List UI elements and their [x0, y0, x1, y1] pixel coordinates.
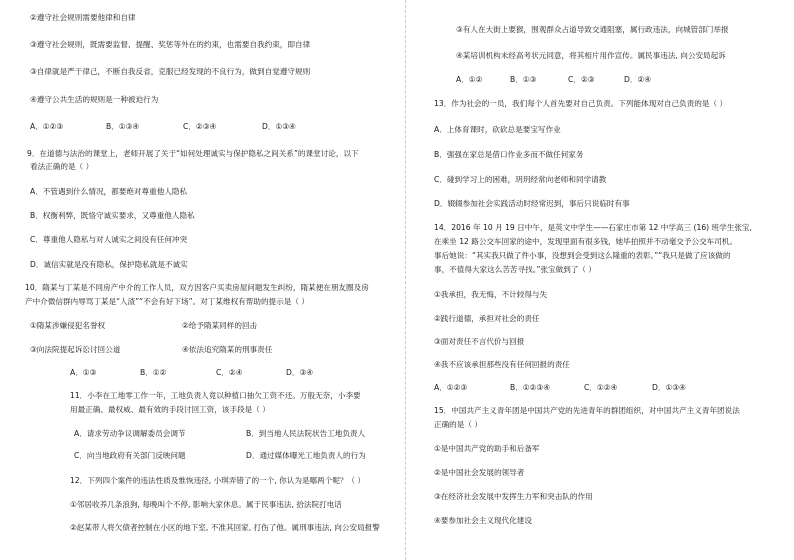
q14-item-4: ④我不应该承担那些没有任何回报的责任 [434, 360, 570, 369]
q12-item-2: ②赵某带人将欠债者控制在小区的地下室, 不准其回家, 打伤了他。属刑事违法, 向公安局报警 [70, 523, 380, 532]
q9-stem-line-1: 9．在道德与法治的课堂上，老师开展了关于“如何处理诚实与保护隐私之间关系”的课堂讨论，以下 [27, 149, 359, 158]
q11-option-d: D．通过媒体曝光工地负责人的行为 [246, 451, 366, 460]
q10-stem-line-2: 产中介微信群内辱骂丁某是“人渣”“不会有好下场”。对丁某维权有帮助的提示是（ ） [25, 297, 309, 306]
q10-choice-a: A．①③ [70, 368, 97, 377]
q14-item-2: ②践行道德，承担对社会的责任 [434, 314, 540, 323]
q13-option-d: D．辍辍参加社会实践活动时经常迟到，事后只说临时有事 [434, 199, 630, 208]
q10-item-1: ①隋某涉嫌侵犯名誉权 [30, 321, 106, 330]
q9-option-d: D．诚信实就是没有隐私，保护隐私就是不诚实 [30, 260, 188, 269]
q15-stem-line-1: 15．中国共产主义青年团是中国共产党的先进青年的群团组织，对中国共产主义青年团说法 [434, 406, 740, 415]
q12-choice-c: C．②③ [568, 75, 595, 84]
q8-choice-a: A．①②③ [30, 122, 64, 131]
q13-option-a: A．上体育课时，砍砍总是要宝写作业 [434, 125, 561, 134]
q12-item-1: ①邻居收养几条浪狗, 每晚叫个不停, 影响大家休息。属于民事违法, 拾法院打电话 [70, 500, 342, 509]
q15-stem-line-2: 正确的是（ ） [434, 420, 482, 429]
q14-choice-a: A．①②③ [434, 383, 468, 392]
q8-choice-d: D．①③④ [262, 122, 296, 131]
q12-item-3: ③有人在大街上要猴，围观群众占道导致交通阻塞，属行政违法，向城管部门举报 [456, 25, 729, 34]
q14-choice-d: D．①③④ [652, 383, 686, 392]
q13-stem: 13．作为社会的一员，我们每个人首先要对自己负责。下列能体现对自己负责的是（ ） [434, 99, 728, 108]
q12-item-4: ④某培训机构未经高考状元同意，将其相片用作宣传。属民事违法, 向公安局起诉 [456, 51, 726, 60]
q14-stem-line-2: 在乘坐 12 路公交车回家的途中，发现里面有很多钱，她毕拍照并不动毫交予公交车司机。 [434, 237, 738, 246]
q10-choice-b: B．①② [140, 368, 167, 377]
q13-option-b: B．强强在家总是借口作业多而不做任何家务 [434, 150, 584, 159]
q11-option-b: B．到当地人民法院状告工地负责人 [246, 429, 366, 438]
q8-choice-b: B．①③④ [106, 122, 140, 131]
q9-option-a: A．不管遇到什么情况，都要绝对尊重他人隐私 [30, 187, 188, 196]
q13-option-c: C．碰到学习上的困难，玥玥经常向老师和同学请教 [434, 175, 607, 184]
q10-item-3: ③向法院提起诉讼讨回公道 [30, 345, 121, 354]
q10-item-2: ②给予隋某同样的回击 [182, 321, 258, 330]
q15-item-3: ③在经济社会发展中发挥生力军和突击队的作用 [434, 492, 593, 501]
q14-item-1: ①我承担，我无悔，不计较得与失 [434, 290, 548, 299]
q14-choice-b: B．①②③④ [510, 383, 551, 392]
q11-option-a: A．请求劳动争议调解委员会调节 [74, 429, 186, 438]
q15-item-4: ④要参加社会主义现代化建设 [434, 516, 532, 525]
q15-item-1: ①是中国共产党的助手和后备军 [434, 444, 540, 453]
q8-item-4: ④遵守公共生活的规则是一种被迫行为 [30, 95, 159, 104]
q8-item-2: ③遵守社会规则，既需要监督、提醒、奖惩等外在的约束，也需要自我约束，即自律 [30, 40, 311, 49]
q10-item-4: ④依法追究隋某的刑事责任 [182, 345, 273, 354]
column-divider [405, 0, 406, 560]
q15-item-2: ②是中国社会发展的领导者 [434, 468, 525, 477]
q8-item-1: ②遵守社会规则需要他律和自律 [30, 13, 136, 22]
q14-stem-line-4: 事，不值得大家这么苦苦寻找。”张宝做到了（ ） [434, 265, 597, 274]
q12-choice-d: D．②④ [624, 75, 652, 84]
q11-option-c: C．向当地政府有关部门反映问题 [74, 451, 186, 460]
q8-choice-c: C．②③④ [183, 122, 217, 131]
q14-stem-line-1: 14．2016 年 10 月 19 日中午，是英文中学生——石家庄市第 12 中学高三 (16) 班学生张宝, [434, 223, 752, 232]
q9-stem-line-2: 看法正确的是（ ） [30, 162, 94, 171]
q10-choice-d: D．③④ [286, 368, 314, 377]
q12-stem: 12．下列四个案件的违法性质及惟恢违径, 小琪弄错了的一个, 你认为是哪两个呢？（ ） [70, 476, 366, 485]
q14-choice-c: C．①②④ [584, 383, 618, 392]
q8-item-3: ③自律就是严于律己，不断自我反省，克服已经发现的不良行为，做到自觉遵守规则 [30, 67, 311, 76]
q10-stem-line-1: 10．隋某与丁某是不同房产中介的工作人员，双方因客户买卖房屋问题发生纠纷，隋某便在朋友圈及房 [25, 283, 369, 292]
q10-choice-c: C．②④ [216, 368, 243, 377]
q12-choice-a: A．①② [456, 75, 483, 84]
q11-stem-line-1: 11．小李在工地零工作一年，工地负责人竟以种植口抽欠工资不还。万般无奈，小李要 [70, 391, 361, 400]
q9-option-c: C．尊重他人隐私与对人诚实之间没有任何冲突 [30, 235, 188, 244]
q14-item-3: ③面对责任不言代价与回报 [434, 337, 525, 346]
q11-stem-line-2: 用最正确、最权威、最有效的手段讨回工资，该手段是（ ） [70, 405, 270, 414]
q9-option-b: B．权衡利弊，既恪守诚实要求，又尊重他人隐私 [30, 211, 195, 220]
q14-stem-line-3: 事后她说：“其实我只做了件小事，没想到会受到这么隆重的表彰。”“我只是做了应该做的 [434, 251, 731, 260]
q12-choice-b: B．①③ [510, 75, 537, 84]
